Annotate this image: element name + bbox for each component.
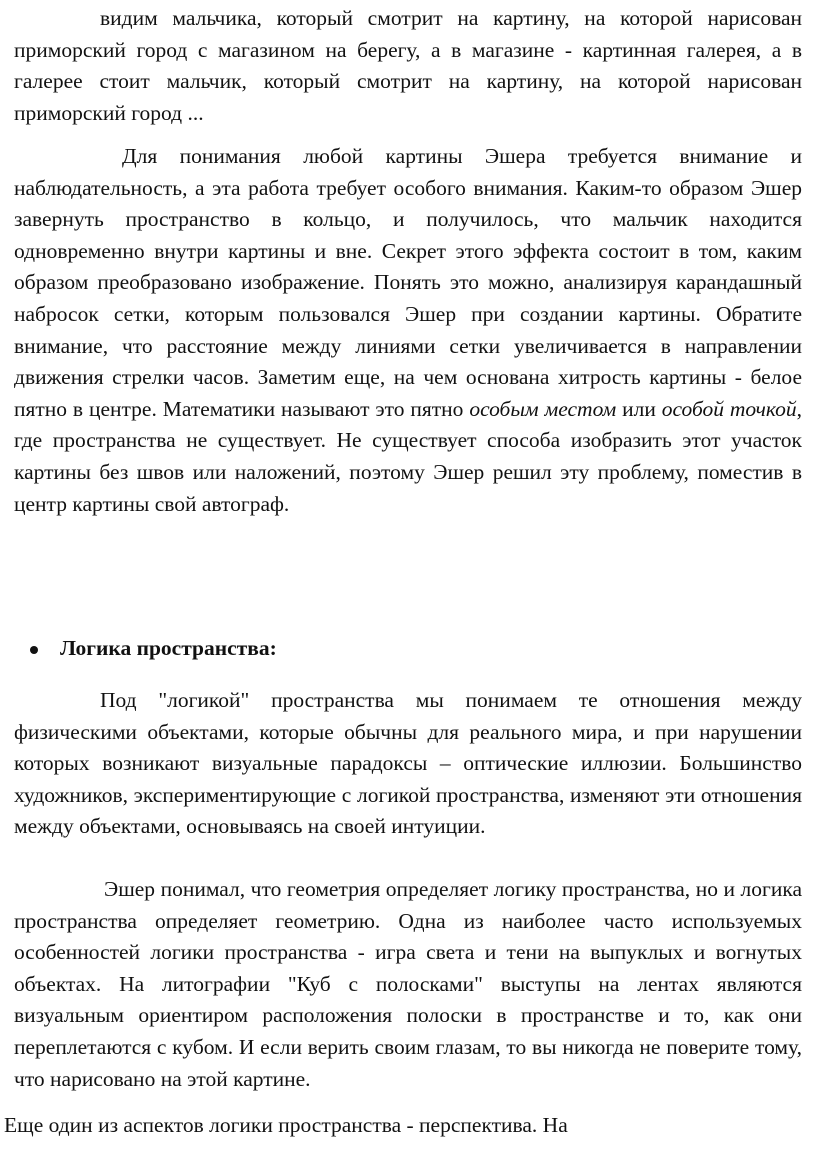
paragraph-perspective	[4, 1110, 764, 1142]
italic-term-special-place: особым местом	[469, 396, 617, 421]
paragraph-perspective-text: Еще один из аспектов логики пространства - перспектива. На	[4, 1113, 568, 1137]
paragraph-space-logic-text: Под "логикой" пространства мы понимаем те отношения между физическими объектами, которые обычны для реального мира, и при нарушении которых возникают визуальные парадоксы – оптические иллюзии. Большинство художников, экспериментирующие с логикой пространства, изменяют эти отношения между объектами, основываясь на своей интуиции.	[14, 688, 802, 839]
paragraph-geometry	[14, 874, 802, 1095]
paragraph-text-start: Для понимания любой картины Эшера требуется внимание и наблюдательность, а эта работа требует особого внимания. Каким-то образом Эшер завернуть пространство в кольцо, и получилось, что мальчик находится одновременно внутри картины и вне. Секрет этого эффекта состоит в том, каким образом преобразовано изображение. Понять это можно, анализируя карандашный набросок сетки, которым пользовался Эшер при создании картины. Обратите внимание, что расстояние между линиями сетки увеличивается в направлении движения стрелки часов. Заметим еще, на чем основана хитрость картины - белое пятно в центре. Математики называют это пятно	[14, 144, 802, 421]
paragraph-geometry-text: Эшер понимал, что геометрия определяет логику пространства, но и логика пространства определяет геометрию. Одна из наиболее часто используемых особенностей логики пространства - игра света и тени на выпуклых и вогнутых объектах. На литографии "Куб с полосками" выступы на лентах являются визуальным ориентиром расположения полоски в пространстве и то, как они переплетаются с кубом. И если верить своим глазам, то вы никогда не поверите тому, что нарисовано на этой картине.	[14, 877, 802, 1091]
paragraph-text-mid: или	[616, 396, 662, 421]
paragraph-space-logic	[14, 685, 802, 843]
paragraph-intro-text: видим мальчика, который смотрит на картину, на которой нарисован приморский город с магазином на берегу, а в магазине - картинная галерея, а в галерее стоит мальчик, который смотрит на картину, на которой нарисован приморский город ...	[14, 6, 802, 125]
paragraph-intro	[14, 3, 802, 129]
section-heading	[30, 633, 730, 665]
bullet-icon	[30, 646, 38, 654]
paragraph-escher-attention	[14, 141, 802, 520]
paragraph-text-end: , где пространства не существует. Не существует способа изобразить этот участок картины без швов или наложений, поэтому Эшер решил эту проблему, поместив в центр картины свой автограф.	[14, 396, 802, 516]
section-heading-title: Логика пространства:	[60, 636, 277, 660]
italic-term-special-point: особой точкой	[661, 396, 797, 421]
